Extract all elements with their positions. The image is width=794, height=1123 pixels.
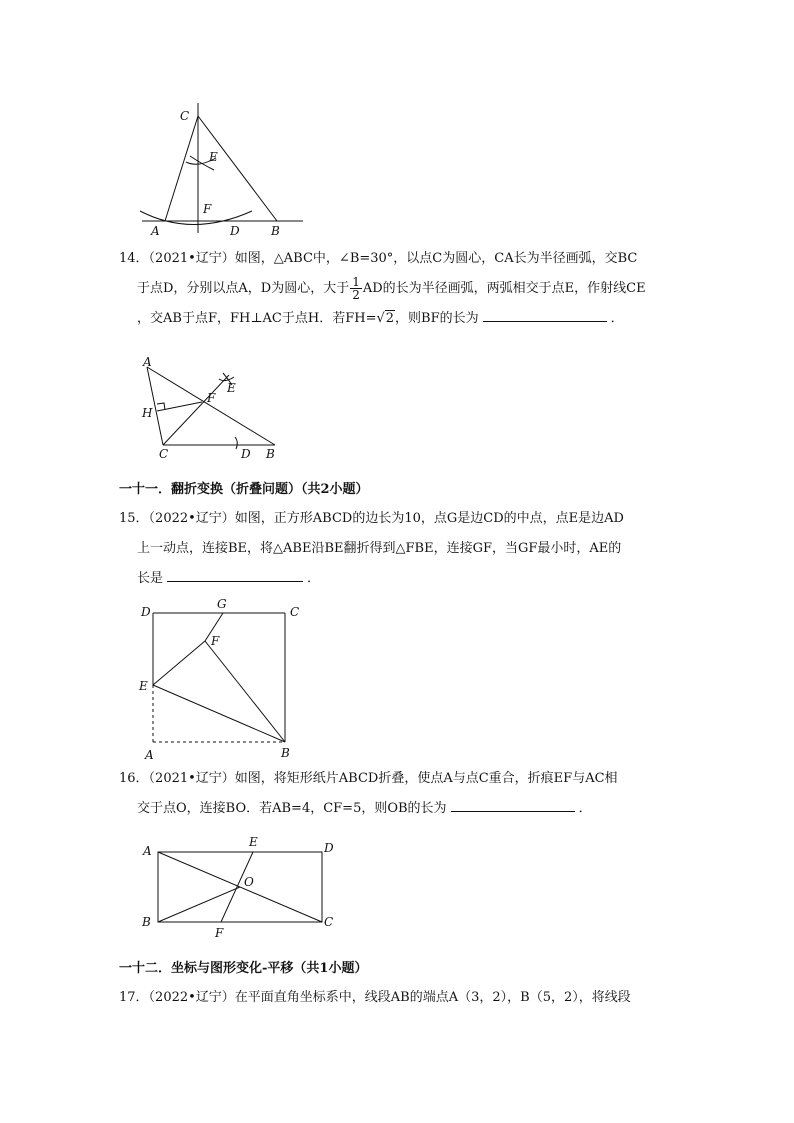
figure-16 bbox=[135, 830, 345, 942]
fig14-label-d: D bbox=[241, 447, 251, 461]
fig15-segment-be bbox=[153, 685, 285, 742]
fig13-label-a: A bbox=[151, 224, 160, 238]
problem-15-line-1: 15．（2022•辽宁）如图，正方形ABCD的边长为10，点G是边CD的中点，点E是边AD bbox=[119, 511, 624, 526]
fig14-ray-ce bbox=[163, 375, 229, 445]
problem-14-line-3: ，交AB于点F，FH⊥AC于点H．若FH=√2，则BF的长为 ． bbox=[119, 304, 679, 334]
problem-15-line-3: 长是 ． bbox=[119, 564, 679, 594]
fig16-label-d: D bbox=[324, 841, 334, 855]
fig15-label-d: D bbox=[141, 605, 151, 619]
problem-14 bbox=[119, 244, 679, 334]
fig13-label-e: E bbox=[209, 150, 218, 164]
figure-15 bbox=[135, 595, 305, 765]
fig15-label-a: A bbox=[145, 748, 154, 762]
problem-15 bbox=[119, 504, 679, 594]
fig14-label-a: A bbox=[143, 355, 152, 369]
fig14-label-f: F bbox=[207, 391, 216, 405]
answer-blank-15[interactable] bbox=[167, 567, 303, 582]
problem-15-line-2: 上一动点，连接BE，将△ABE沿BE翻折得到△FBE，连接GF，当GF最小时，AE的 bbox=[137, 541, 622, 556]
sqrt-two: √2 bbox=[376, 311, 395, 326]
fig15-segment-ef bbox=[153, 641, 205, 685]
fig13-label-f: F bbox=[203, 202, 212, 216]
fig15-segment-fb bbox=[205, 641, 285, 742]
answer-blank-14[interactable] bbox=[483, 307, 607, 322]
fig13-arc-bottom bbox=[140, 211, 252, 225]
answer-blank-16[interactable] bbox=[451, 797, 575, 812]
fig14-label-h: H bbox=[142, 406, 153, 420]
fig13-label-c: C bbox=[180, 109, 190, 123]
fig16-label-f: F bbox=[215, 926, 224, 940]
problem-16-line-1: 16．（2021•辽宁）如图，将矩形纸片ABCD折叠，使点A与点C重合，折痕EF与AC相 bbox=[119, 771, 618, 786]
fig13-label-b: B bbox=[271, 224, 280, 238]
figure-14 bbox=[135, 355, 285, 465]
fig15-label-e: E bbox=[139, 679, 148, 693]
fig14-label-e: E bbox=[227, 381, 236, 395]
fig16-label-b: B bbox=[142, 915, 151, 929]
fig16-label-e: E bbox=[249, 835, 258, 849]
fig15-label-g: G bbox=[217, 597, 227, 611]
problem-16-line-2: 交于点O，连接BO．若AB=4，CF=5，则OB的长为 ． bbox=[119, 794, 679, 824]
section-11-heading: 一十一．翻折变换（折叠问题）（共2小题） bbox=[119, 482, 369, 497]
section-12-heading: 一十二．坐标与图形变化-平移（共1小题） bbox=[119, 961, 368, 976]
fig16-label-a: A bbox=[143, 844, 152, 858]
fig14-arc-d bbox=[235, 437, 237, 449]
fig15-label-f: F bbox=[211, 634, 220, 648]
fraction-one-half: $\frac{1}{2}$ bbox=[352, 275, 360, 302]
fig16-label-o: O bbox=[244, 875, 254, 889]
problem-14-line-2: 于点D，分别以点A，D为圆心，大于 $\frac{1}{2}$ AD的长为半径画弧，两弧相交于点E，作射线CE bbox=[137, 275, 646, 302]
problem-17 bbox=[119, 983, 679, 1013]
fig14-side-ab bbox=[147, 367, 275, 445]
fig13-label-d: D bbox=[230, 224, 240, 238]
fig14-label-b: B bbox=[266, 447, 275, 461]
fig13-side-ca bbox=[165, 116, 198, 221]
fig15-label-c: C bbox=[290, 605, 300, 619]
problem-17-line-1: 17．（2022•辽宁）在平面直角坐标系中，线段AB的端点A（3，2），B（5，2），将线段 bbox=[119, 990, 631, 1005]
fig16-segment-bo bbox=[158, 887, 240, 922]
fig16-label-c: C bbox=[324, 915, 334, 929]
fig14-right-angle bbox=[157, 403, 165, 410]
fig15-label-b: B bbox=[281, 746, 290, 760]
figure-13 bbox=[130, 98, 310, 238]
fig14-label-c: C bbox=[159, 447, 169, 461]
problem-16 bbox=[119, 764, 679, 824]
problem-14-line-1: 14．（2021•辽宁）如图，△ABC中，∠B=30°，以点C为圆心，CA长为半径画弧，交BC bbox=[119, 251, 638, 266]
